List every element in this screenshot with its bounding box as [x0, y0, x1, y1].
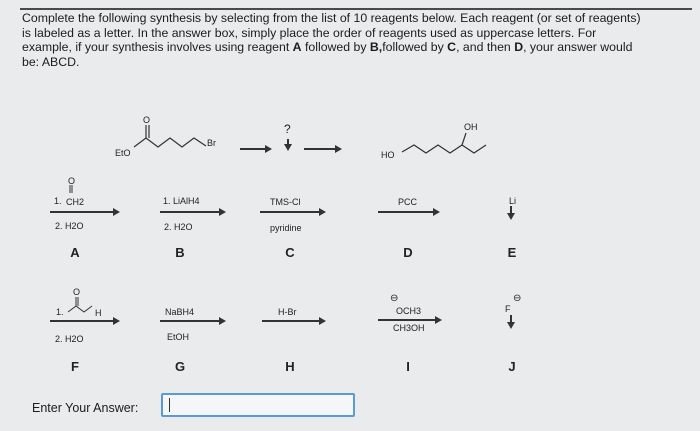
- reagent-g-letter: G: [174, 359, 186, 374]
- reagent-b-letter: B: [175, 245, 185, 260]
- reagent-i-arrow: [378, 319, 440, 321]
- reagent-a-letter: A: [70, 245, 80, 260]
- scheme-question-mark: ?: [284, 122, 291, 136]
- reagent-d-letter: D: [403, 245, 413, 260]
- reagent-g-bottom: EtOH: [167, 332, 190, 342]
- reagent-i-top: OCH3: [396, 306, 422, 316]
- reagent-f-step1-o: O: [73, 287, 81, 297]
- reagent-f-arrow: [50, 320, 118, 322]
- reagent-h-arrow: [262, 320, 324, 322]
- instructions-line-2: is labeled as a letter. In the answer box, simply place the order of reagents used as uppercase letters. For: [22, 25, 597, 40]
- start-br-label: Br: [207, 138, 216, 148]
- scheme-arrow-2: [287, 139, 289, 149]
- reagent-j-top: F: [505, 304, 511, 314]
- reagent-f-step1-h: H: [95, 308, 102, 318]
- reagent-d-arrow: [378, 211, 438, 213]
- instructions-line-3-pre: example, if your synthesis involves using reagent: [22, 40, 293, 54]
- reagent-d-top: PCC: [398, 197, 418, 207]
- answer-label: Enter Your Answer:: [32, 401, 139, 415]
- reagent-i-charge: ⊖: [390, 293, 399, 304]
- reagent-b-step2: 2. H2O: [164, 222, 193, 232]
- reagent-i-letter: I: [406, 359, 410, 374]
- instructions-bold-a: A: [292, 40, 302, 54]
- reagent-a-step1-formula: CH2: [66, 197, 85, 207]
- instructions-line-3-post: , your answer would: [523, 40, 633, 54]
- reagent-a-arrow: [50, 211, 118, 213]
- instructions-mid-1: followed by: [301, 40, 370, 54]
- instructions-line-1: Complete the following synthesis by selecting from the list of 10 reagents below. Each reagent (or set of reagents): [22, 11, 641, 25]
- reagent-j-charge: ⊖: [513, 293, 522, 304]
- text-caret: [169, 398, 170, 412]
- reagent-f-step2: 2. H2O: [55, 334, 84, 344]
- reagent-a-step1-o: O: [68, 176, 76, 186]
- reagent-c-top: TMS-Cl: [270, 197, 301, 207]
- reagent-b-arrow: [160, 211, 224, 213]
- reagent-e-top: Li: [509, 196, 517, 206]
- instructions-mid-2: followed by: [382, 40, 448, 54]
- product-ho-label: HO: [381, 150, 395, 160]
- reagent-c-letter: C: [285, 245, 295, 260]
- start-carbonyl-o: O: [143, 115, 151, 125]
- reagent-h-top: H-Br: [278, 307, 297, 317]
- reagent-f-step1-num: 1.: [56, 307, 64, 317]
- reagent-a-step2: 2. H2O: [55, 221, 84, 231]
- reagent-g-arrow: [160, 320, 224, 322]
- instructions-bold-c: C: [447, 40, 457, 54]
- reagent-j-letter: J: [508, 359, 516, 374]
- reagent-b-step1: 1. LiAlH4: [163, 196, 200, 206]
- instructions-bold-d: D: [514, 40, 524, 54]
- instructions-bold-b: B,: [369, 40, 383, 54]
- reagent-f-letter: F: [71, 359, 79, 374]
- scheme-arrow-1: [240, 148, 270, 150]
- reagent-e-letter: E: [507, 245, 517, 260]
- reagent-j-arrow: [510, 315, 512, 327]
- answer-input[interactable]: [161, 393, 355, 417]
- instructions-line-4: be: ABCD.: [22, 54, 80, 69]
- scheme-arrow-3: [304, 148, 340, 150]
- reagent-h-letter: H: [285, 359, 295, 374]
- reagent-i-bottom: CH3OH: [393, 323, 425, 333]
- reagent-a-step1-num: 1.: [54, 196, 62, 206]
- reagent-c-arrow: [260, 211, 324, 213]
- reagent-e-arrow: [510, 206, 512, 218]
- reagent-g-top: NaBH4: [165, 307, 195, 317]
- product-oh-label: OH: [464, 122, 478, 132]
- reagent-c-bottom: pyridine: [270, 223, 302, 233]
- instructions-mid-3: , and then: [456, 40, 515, 54]
- start-eto-label: EtO: [115, 148, 131, 158]
